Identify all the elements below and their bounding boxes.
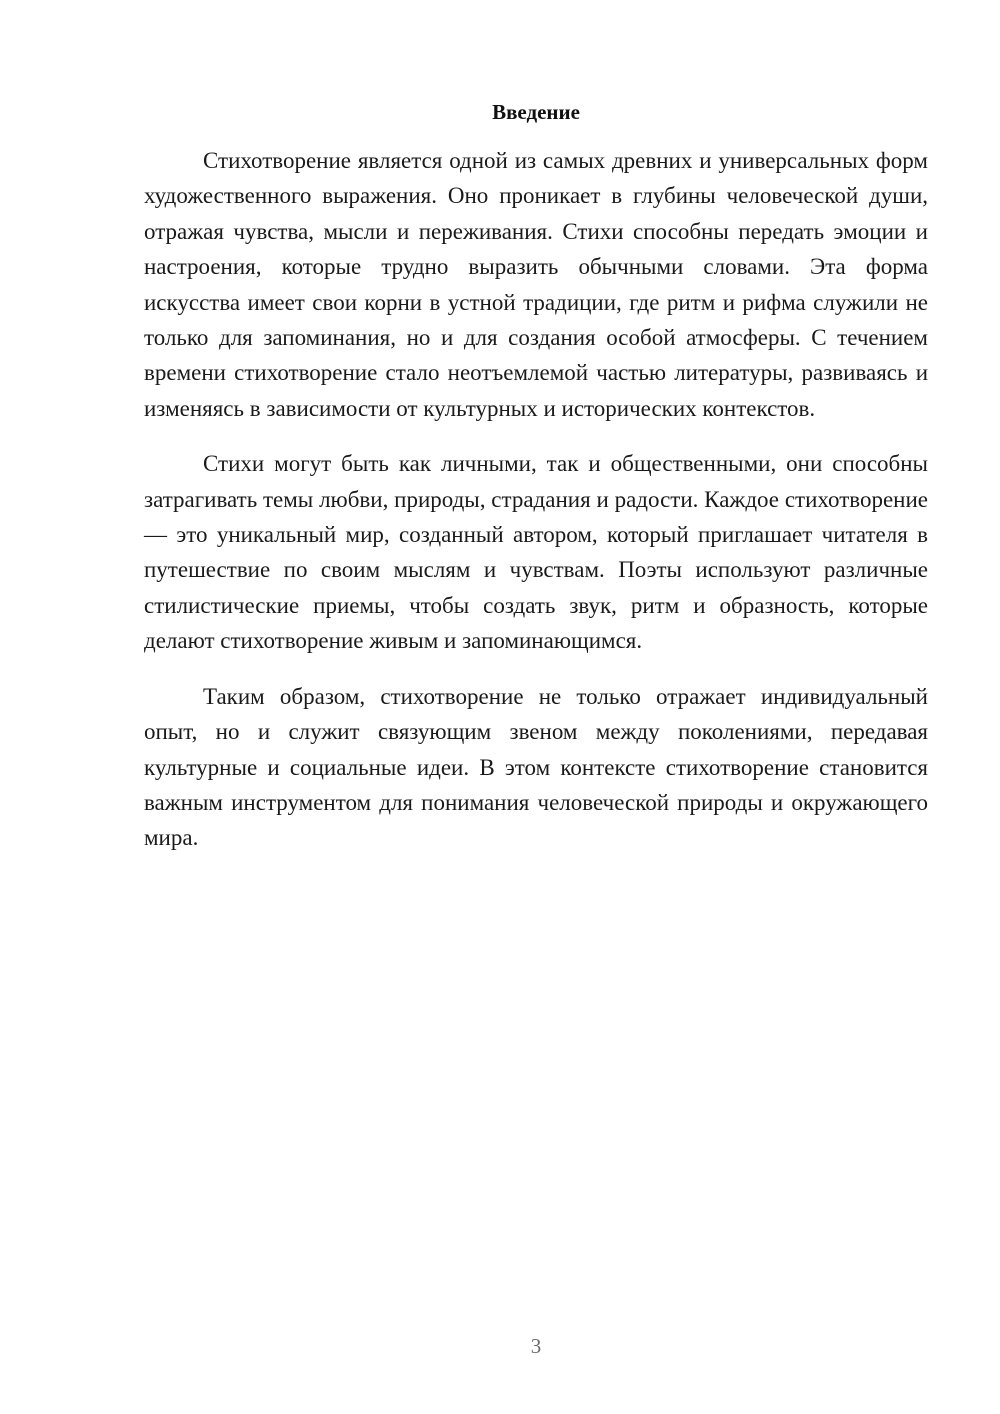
body-text	[144, 143, 928, 876]
section-heading: Введение	[492, 100, 580, 124]
paragraph-3: Таким образом, стихотворение не только отражает индивидуальный опыт, но и служит связующим звеном между поколениями, передавая культурные и социальные идеи. В этом контексте стихотворение становится важным инструментом для понимания человеческой природы и окружающего мира.	[144, 683, 928, 851]
paragraph-2: Стихи могут быть как личными, так и общественными, они способны затрагивать темы любви, природы, страдания и радости. Каждое стихотворение — это уникальный мир, созданный автором, который приглашает читателя в путешествие по своим мыслям и чувствам. Поэты используют различные стилистические приемы, чтобы создать звук, ритм и образность, которые делают стихотворение живым и запоминающимся.	[144, 451, 928, 654]
paragraph-1: Стихотворение является одной из самых древних и универсальных форм художественного выражения. Оно проникает в глубины человеческой души, отражая чувства, мысли и переживания. Стихи способны передать эмоции и настроения, которые трудно выразить обычными словами. Эта форма искусства имеет свои корни в устной традиции, где ритм и рифма служили не только для запоминания, но и для создания особой атмосферы. С течением времени стихотворение стало неотъемлемой частью литературы, развиваясь и изменяясь в зависимости от культурных и исторических контекстов.	[144, 148, 928, 421]
page-number: 3	[530, 1334, 542, 1358]
